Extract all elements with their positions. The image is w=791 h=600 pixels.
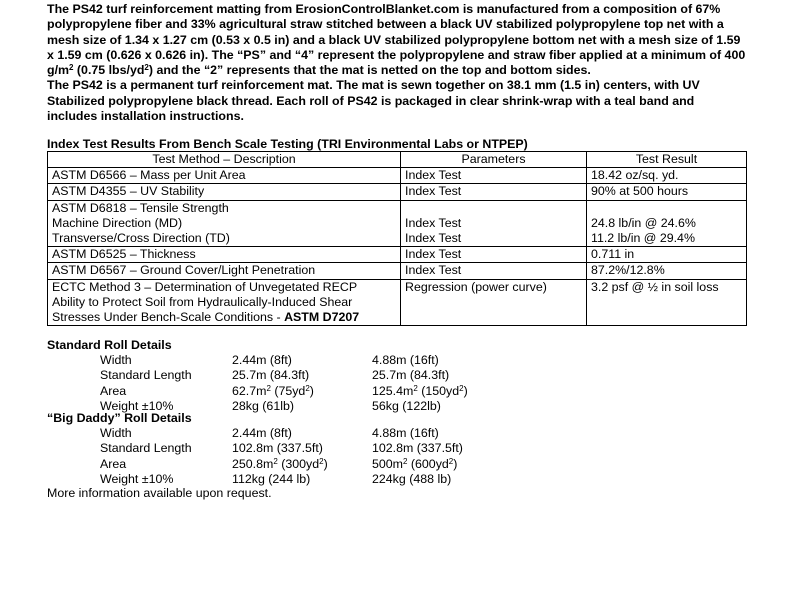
test-method-cell: ASTM D6818 – Tensile Strength Machine Direction (MD) Transverse/Cross Direction (TD) (48, 200, 401, 247)
test-method-cell: ASTM D6525 – Thickness (48, 247, 401, 263)
table-row (48, 263, 747, 279)
index-test-table (47, 151, 747, 326)
parameter-cell: Index Test (401, 263, 587, 279)
test-method-cell: ASTM D6567 – Ground Cover/Light Penetration (48, 263, 401, 279)
table-row (48, 247, 747, 263)
test-method-cell: ASTM D6566 – Mass per Unit Area (48, 168, 401, 184)
standard-roll-title: Standard Roll Details (47, 338, 172, 352)
list-item: Weight ±10% 112kg (244 lb) 224kg (488 lb) (100, 471, 452, 486)
list-item: Width 2.44m (8ft) 4.88m (16ft) (100, 353, 439, 368)
result-cell: 0.711 in (587, 247, 747, 263)
result-cell: 90% at 500 hours (587, 184, 747, 200)
parameter-cell: Index Test (401, 247, 587, 263)
big-daddy-roll-details (47, 411, 463, 487)
list-item: Width 2.44m (8ft) 4.88m (16ft) (100, 426, 439, 441)
header-parameters: Parameters (401, 152, 587, 168)
table-header-row (48, 152, 747, 168)
intro-text (47, 2, 747, 124)
parameter-cell: Regression (power curve) (401, 279, 587, 326)
parameter-cell: Index Test (401, 184, 587, 200)
intro-paragraph-2: The PS42 is a permanent turf reinforcement mat. The mat is sewn together on 38.1 mm (1.5 in) centers, with UV Stabilized polypropylene black thread. Each roll of PS42 is packaged in clear shrink-wrap with a teal band and includes installation instructions. (47, 78, 700, 124)
result-cell: 87.2%/12.8% (587, 263, 747, 279)
test-method-cell: ASTM D4355 – UV Stability (48, 184, 401, 200)
header-test-method: Test Method – Description (48, 152, 401, 168)
result-cell: 24.8 lb/in @ 24.6% 11.2 lb/in @ 29.4% (587, 200, 747, 247)
list-item: Weight ±10% 28kg (61lb) 56kg (122lb) (100, 398, 441, 413)
result-cell: 3.2 psf @ ½ in soil loss (587, 279, 747, 326)
standard-roll-details (47, 338, 468, 414)
big-daddy-roll-title: “Big Daddy” Roll Details (47, 411, 192, 425)
header-test-result: Test Result (587, 152, 747, 168)
test-method-cell: ECTC Method 3 – Determination of Unvegetated RECP Ability to Protect Soil from Hydraulically-Induced Shear Stresses Under Bench-Scale Conditions - ASTM D7207 (48, 279, 401, 326)
intro-paragraph-1: The PS42 turf reinforcement matting from ErosionControlBlanket.com is manufactured from a composition of 67% polypropylene fiber and 33% agricultural straw stitched between a black UV stabilized polypropylene top net with a mesh size of 1.34 x 1.27 cm (0.53 x 0.5 in) and a black UV stabilized polypropylene bottom net with a mesh size of 1.59 x 1.59 cm (0.626 x 0.626 in). The “PS” and “4” represent the polypropylene and straw fiber applied at a minimum of 400 $g/m^2$ (0.75 lbs/$yd^2$) and the “2” represents that the mat is netted on the top and bottom sides. (47, 2, 746, 78)
result-cell: 18.42 oz/sq. yd. (587, 168, 747, 184)
index-test-title: Index Test Results From Bench Scale Testing (TRI Environmental Labs or NTPEP) (47, 137, 528, 151)
footer-note: More information available upon request. (47, 486, 272, 500)
list-item: Area $62.7m^2$ $(75yd^2)$ $125.4m^2$ $(150yd^2)$ (100, 383, 468, 398)
table-row (48, 279, 747, 326)
parameter-cell: Index Test Index Test (401, 200, 587, 247)
table-row (48, 184, 747, 200)
list-item: Standard Length 102.8m (337.5ft) 102.8m (337.5ft) (100, 441, 463, 456)
list-item: Area $250.8m^2$ $(300yd^2)$ $500m^2$ $(600yd^2)$ (100, 456, 458, 471)
parameter-cell: Index Test (401, 168, 587, 184)
table-row (48, 200, 747, 247)
table-row (48, 168, 747, 184)
list-item: Standard Length 25.7m (84.3ft) 25.7m (84.3ft) (100, 368, 450, 383)
